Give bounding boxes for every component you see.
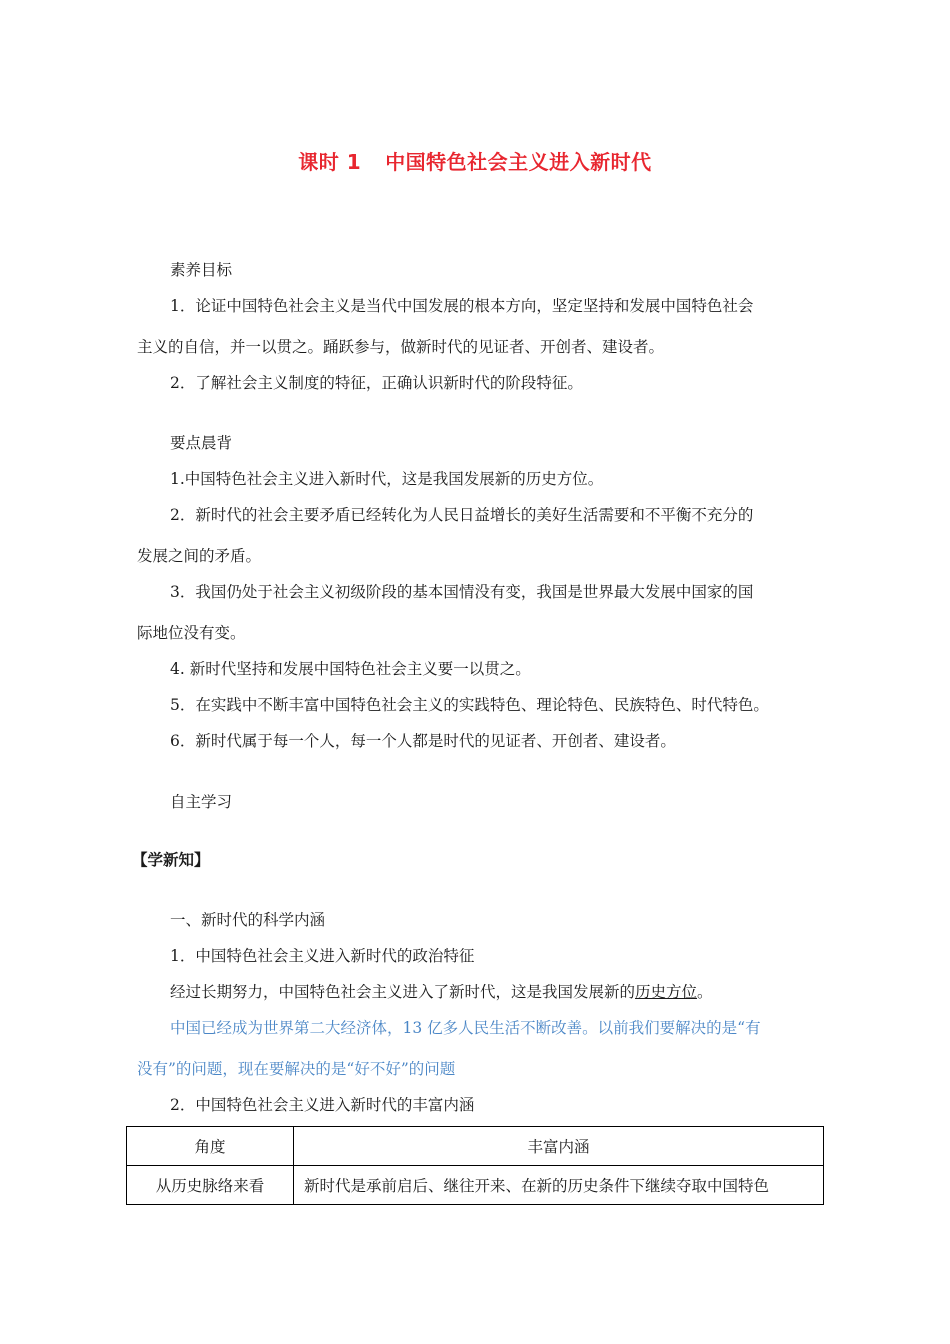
keypoint-3-line-1: 3．我国仍处于社会主义初级阶段的基本国情没有变，我国是世界最大发展中国家的国: [170, 583, 754, 601]
section-tag: 【学新知】: [132, 851, 210, 869]
table-header-content: 丰富内涵: [294, 1127, 824, 1166]
lesson-number: 课时 1: [298, 150, 362, 174]
goal-1-line-2: 主义的自信，并一以贯之。踊跃参与，做新时代的见证者、开创者、建设者。: [137, 338, 665, 356]
table-header-angle: 角度: [127, 1127, 294, 1166]
page-title: [0, 146, 950, 175]
part-1-heading: 一、新时代的科学内涵: [170, 911, 326, 929]
goal-2: 2．了解社会主义制度的特征，正确认识新时代的阶段特征。: [170, 374, 583, 392]
goals-heading: 素养目标: [170, 261, 233, 279]
keypoint-3-line-2: 际地位没有变。: [137, 624, 246, 642]
keypoint-2-line-2: 发展之间的矛盾。: [137, 547, 262, 565]
keypoint-1: 1.中国特色社会主义进入新时代，这是我国发展新的历史方位。: [170, 470, 604, 488]
table-row: [127, 1166, 824, 1205]
keypoints-heading: 要点晨背: [170, 434, 233, 452]
sub-1-heading: 1．中国特色社会主义进入新时代的政治特征: [170, 947, 475, 965]
table-header-row: [127, 1127, 824, 1166]
blue-note-line-1: 中国已经成为世界第二大经济体，13 亿多人民生活不断改善。以前我们要解决的是“有: [170, 1019, 761, 1037]
table-cell-angle: 从历史脉络来看: [127, 1166, 294, 1205]
sub-2-heading: 2．中国特色社会主义进入新时代的丰富内涵: [170, 1096, 475, 1114]
paragraph-1-suffix: 。: [697, 983, 713, 1001]
lesson-topic: 中国特色社会主义进入新时代: [385, 150, 652, 174]
table-cell-content: 新时代是承前启后、继往开来、在新的历史条件下继续夺取中国特色: [294, 1166, 824, 1205]
keypoint-6: 6．新时代属于每一个人，每一个人都是时代的见证者、开创者、建设者。: [170, 732, 676, 750]
paragraph-1: [170, 982, 713, 1002]
blue-note-line-2: 没有”的问题，现在要解决的是“好不好”的问题: [137, 1060, 456, 1078]
paragraph-1-underlined: 历史方位: [635, 983, 698, 1001]
keypoint-5: 5．在实践中不断丰富中国特色社会主义的实践特色、理论特色、民族特色、时代特色。: [170, 696, 769, 714]
keypoint-2-line-1: 2．新时代的社会主要矛盾已经转化为人民日益增长的美好生活需要和不平衡不充分的: [170, 506, 754, 524]
keypoint-4: 4. 新时代坚持和发展中国特色社会主义要一以贯之。: [170, 660, 531, 678]
self-study-heading: 自主学习: [170, 793, 233, 811]
content-table: [126, 1126, 824, 1205]
goal-1-line-1: 1．论证中国特色社会主义是当代中国发展的根本方向，坚定坚持和发展中国特色社会: [170, 297, 754, 315]
paragraph-1-prefix: 经过长期努力，中国特色社会主义进入了新时代，这是我国发展新的: [170, 983, 636, 1001]
